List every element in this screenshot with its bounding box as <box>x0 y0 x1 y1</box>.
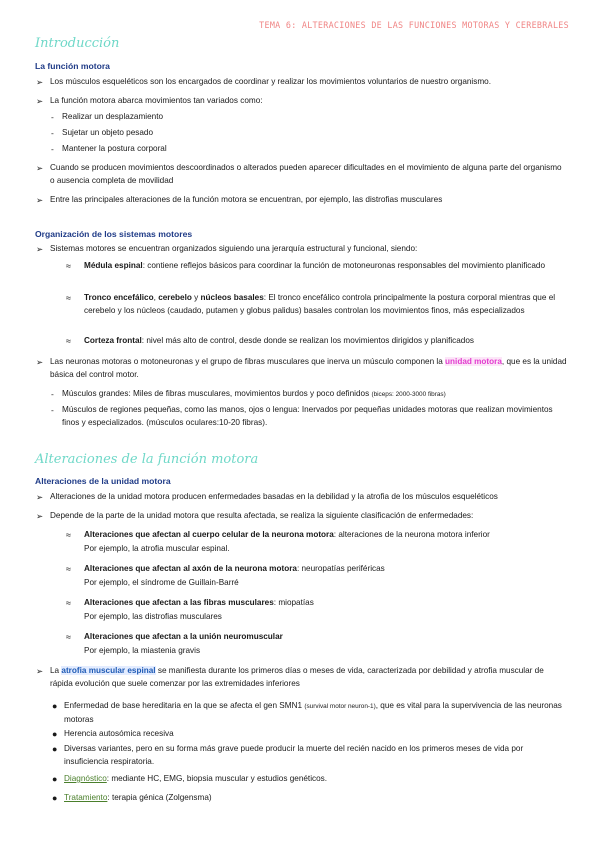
list-item: ≈ Alteraciones que afectan al axón de la neurona motora: neuropatías periféricas <box>66 564 385 574</box>
list-item: ● Diagnóstico: mediante HC, EMG, biopsia muscular y estudios genéticos. <box>52 774 328 784</box>
arrow-bullet-icon: ➢ <box>36 511 44 521</box>
arrow-bullet-icon: ➢ <box>36 244 44 254</box>
highlight-unidad-motora: unidad motora <box>445 357 502 366</box>
arrow-bullet-icon: ➢ <box>36 492 44 502</box>
dash-bullet-icon: - <box>51 112 54 122</box>
list-item: ● Diversas variantes, pero en su forma más grave puede producir la muerte del recién nacido en los primeros meses de vida por insuficiencia respiratoria. <box>52 744 524 766</box>
list-item: ➢ Alteraciones de la unidad motora producen enfermedades basadas en la debilidad y la atrofia de los músculos esqueléticos <box>36 492 498 502</box>
dash-bullet-icon: - <box>51 128 54 138</box>
approx-bullet-icon: ≈ <box>66 293 71 303</box>
list-item: ➢ Los músculos esqueléticos son los encargados de coordinar y realizar los movimientos voluntarios de nuestro organismo. <box>36 77 491 87</box>
list-item: ➢ Cuando se producen movimientos descoordinados o alterados pueden aparecer dificultades en el movimiento de alguna parte del organismo o ausencia completa de movilidad <box>36 163 562 185</box>
subtitle-unidad-motora: Alteraciones de la unidad motora <box>35 476 171 486</box>
approx-bullet-icon: ≈ <box>66 336 71 346</box>
list-item: ● Herencia autosómica recesiva <box>52 729 174 739</box>
subtitle-organizacion: Organización de los sistemas motores <box>35 229 193 239</box>
page-header: TEMA 6: ALTERACIONES DE LAS FUNCIONES MOTORAS Y CEREBRALES <box>259 20 569 30</box>
arrow-bullet-icon: ➢ <box>36 163 44 173</box>
highlight-atrofia: atrofia muscular espinal <box>61 666 156 675</box>
example-text: Por ejemplo, las distrofias musculares <box>84 612 222 621</box>
list-item: ➢ Sistemas motores se encuentran organizados siguiendo una jerarquía estructural y funcional, siendo: <box>36 244 418 254</box>
example-text: Por ejemplo, la miastenia gravis <box>84 646 201 655</box>
list-item: ● Enfermedad de base hereditaria en la que se afecta el gen SMN1 (survival motor neuron-1), que es vital para la supervivencia de las neuronas motoras <box>52 701 562 724</box>
section-title-alteraciones: Alteraciones de la función motora <box>35 452 259 467</box>
list-item: ≈ Alteraciones que afectan a la unión neuromuscular <box>66 632 283 642</box>
approx-bullet-icon: ≈ <box>66 261 71 271</box>
approx-bullet-icon: ≈ <box>66 598 71 608</box>
approx-bullet-icon: ≈ <box>66 632 71 642</box>
subtitle-funcion-motora: La función motora <box>35 61 110 71</box>
list-item: ➢ Depende de la parte de la unidad motora que resulta afectada, se realiza la siguiente clasificación de enfermedades: <box>36 511 474 521</box>
dash-bullet-icon: - <box>51 389 54 399</box>
list-item: ➢ La atrofia muscular espinal se manifiesta durante los primeros días o meses de vida, caracterizada por debilidad y atrofia muscular de rápida evolución que suele comenzar por las extremidades inferiores <box>36 666 544 688</box>
arrow-bullet-icon: ➢ <box>36 96 44 106</box>
dash-bullet-icon: - <box>51 405 54 415</box>
example-text: Por ejemplo, la atrofia muscular espinal. <box>84 544 230 553</box>
list-item: ➢ Las neuronas motoras o motoneuronas y el grupo de fibras musculares que inerva un músculo componen la unidad motora, que es la unidad básica del control motor. <box>36 357 567 379</box>
dot-bullet-icon: ● <box>52 701 58 711</box>
list-item: - Mantener la postura corporal <box>51 144 167 154</box>
list-item: - Músculos de regiones pequeñas, como las manos, ojos o lengua: Inervados por pequeñas unidades motoras que realizan movimientos finos y especializados. (músculos oculares:10-20 fibras). <box>51 405 553 427</box>
dot-bullet-icon: ● <box>52 774 58 784</box>
list-item: ➢ Entre las principales alteraciones de la función motora se encuentran, por ejemplo, las distrofias musculares <box>36 195 443 205</box>
list-item: ≈ Alteraciones que afectan a las fibras musculares: miopatías <box>66 598 314 608</box>
dot-bullet-icon: ● <box>52 793 58 803</box>
arrow-bullet-icon: ➢ <box>36 357 44 367</box>
section-title-introduccion: Introducción <box>35 36 120 51</box>
list-item: ➢ La función motora abarca movimientos tan variados como: <box>36 96 263 106</box>
dash-bullet-icon: - <box>51 144 54 154</box>
list-item: ● Tratamiento: terapia génica (Zolgensma) <box>52 793 212 803</box>
list-item: - Sujetar un objeto pesado <box>51 128 154 138</box>
list-item: ≈ Médula espinal: contiene reflejos básicos para coordinar la función de motoneuronas responsables del movimiento planificado <box>66 261 546 271</box>
approx-bullet-icon: ≈ <box>66 530 71 540</box>
list-item: ≈ Alteraciones que afectan al cuerpo celular de la neurona motora: alteraciones de la neurona motora inferior <box>66 530 490 540</box>
list-item: - Realizar un desplazamiento <box>51 112 164 122</box>
list-item: - Músculos grandes: Miles de fibras musculares, movimientos burdos y poco definidos (biceps: 2000-3000 fibras) <box>51 389 446 399</box>
dot-bullet-icon: ● <box>52 729 58 739</box>
dot-bullet-icon: ● <box>52 744 58 754</box>
arrow-bullet-icon: ➢ <box>36 195 44 205</box>
list-item: ≈ Tronco encefálico, cerebelo y núcleos basales: El tronco encefálico controla principalmente la postura corporal mientras que el cerebelo y los núcleos (caudado, putamen y globus palidus) basales controlan los movimientos finos, más especializados <box>66 293 556 315</box>
arrow-bullet-icon: ➢ <box>36 77 44 87</box>
example-text: Por ejemplo, el síndrome de Guillain-Barré <box>84 578 239 587</box>
approx-bullet-icon: ≈ <box>66 564 71 574</box>
list-item: ≈ Corteza frontal: nivel más alto de control, desde donde se realizan los movimientos dirigidos y planificados <box>66 336 475 346</box>
arrow-bullet-icon: ➢ <box>36 666 44 676</box>
